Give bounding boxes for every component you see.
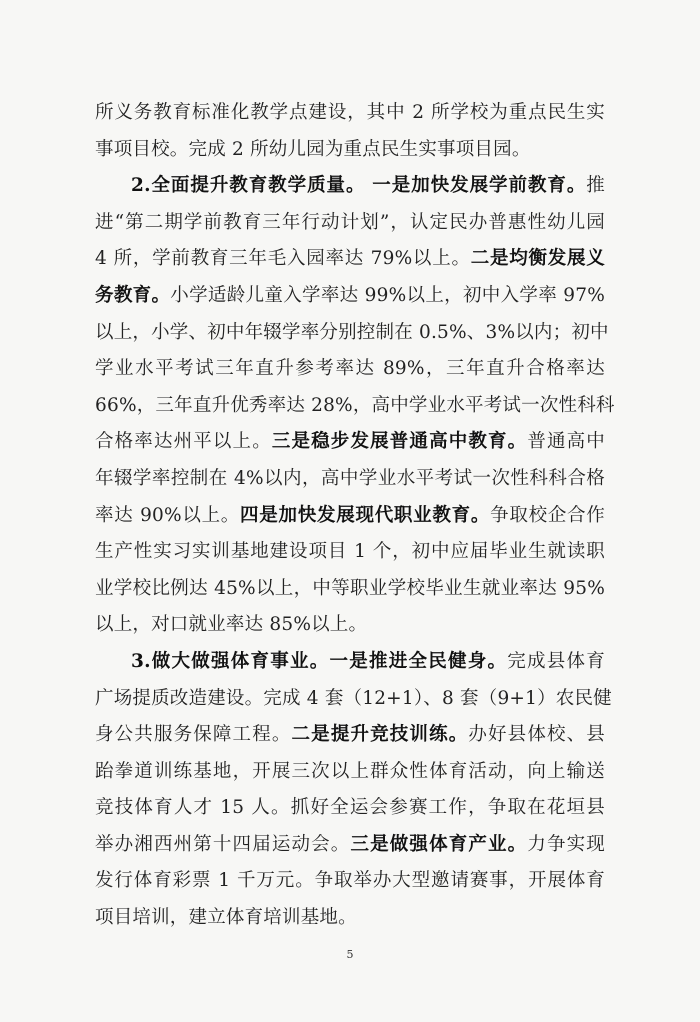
text-line [95, 571, 605, 608]
text-run: 4 所，学前教育三年毛入园率达 79%以上。 [95, 248, 471, 270]
text-run: 普通高中 [527, 431, 605, 453]
text-line [95, 351, 605, 388]
text-run: 以上，对口就业率达 85%以上。 [95, 614, 368, 636]
text-line [95, 424, 605, 461]
text-line [95, 863, 605, 900]
text-line [95, 681, 612, 718]
text-run: 所义务教育标准化教学点建设，其中 2 所学校为重点民生实 [95, 102, 605, 123]
text-run: 身公共服务保障工程。 [95, 724, 292, 746]
text-run: 学业水平考试三年直升参考率达 89%，三年直升合格率达 [95, 358, 605, 380]
text-run: 年辍学率控制在 4%以内，高中学业水平考试一次性科科合格 [95, 467, 605, 489]
text-line [95, 241, 605, 278]
text-run: 争取校企合作 [490, 504, 605, 526]
text-line [95, 278, 605, 315]
text-line [95, 754, 605, 791]
text-line [95, 607, 605, 644]
text-line [95, 717, 605, 754]
text-line [95, 388, 615, 425]
text-run: 发行体育彩票 1 千万元。争取举办大型邀请赛事，开展体育 [95, 870, 605, 892]
text-run: 办好县体校、县 [468, 724, 605, 746]
text-run: 力争实现 [527, 833, 605, 855]
text-run: 小学适龄儿童入学率达 99%以上，初中入学率 97% [170, 284, 605, 306]
text-run: 项目培训，建立体育培训基地。 [95, 907, 357, 929]
text-line [95, 205, 605, 242]
text-run: 以上，小学、初中年辍学率分别控制在 0.5%、3%以内；初中 [95, 321, 609, 343]
text-run: 率达 90%以上。 [95, 504, 241, 526]
text-line [95, 498, 605, 535]
text-run: 业学校比例达 45%以上，中等职业学校毕业生就业率达 95% [95, 577, 605, 599]
text-run: 完成县体育 [507, 650, 605, 672]
bold-text-run: 四是加快发展现代职业教育。 [240, 504, 491, 526]
bold-text-run: 2.全面提升教育教学质量。 [131, 175, 366, 197]
text-line [95, 790, 605, 827]
bold-text-run: 务教育。 [95, 284, 171, 306]
text-run: 跆拳道训练基地，开展三次以上群众性体育活动，向上输送 [95, 760, 605, 782]
bold-text-run: 一是加快发展学前教育。 [372, 175, 587, 197]
bold-text-run: 三是做强体育产业。 [350, 833, 528, 855]
body-text [95, 95, 615, 937]
text-line [95, 132, 605, 169]
page-number: 5 [346, 948, 354, 961]
text-line [95, 168, 605, 205]
text-run: 66%，三年直升优秀率达 28%，高中学业水平考试一次性科科 [95, 394, 615, 416]
bold-text-run: 3.做大做强体育事业。 [131, 650, 330, 672]
text-run: 合格率达州平以上。 [95, 431, 272, 453]
text-line [95, 461, 605, 498]
text-run: 推 [586, 175, 605, 197]
text-line [95, 900, 605, 937]
bold-text-run: 二是提升竞技训练。 [291, 724, 469, 746]
text-line [95, 644, 605, 681]
text-line [95, 95, 605, 132]
text-run: 举办湘西州第十四届运动会。 [95, 833, 351, 855]
bold-text-run: 三是稳步发展普通高中教育。 [271, 431, 528, 453]
text-run: 进“第二期学前教育三年行动计划”，认定民办普惠性幼儿园 [95, 211, 605, 233]
text-run: 竞技体育人才 15 人。抓好全运会参赛工作，争取在花垣县 [95, 797, 605, 819]
text-run: 事项目校。完成 2 所幼儿园为重点民生实事项目园。 [95, 138, 531, 160]
text-run: 广场提质改造建设。完成 4 套（12+1）、8 套（9+1）农民健 [95, 687, 612, 709]
text-run: 生产性实习实训基地建设项目 1 个，初中应届毕业生就读职 [95, 541, 605, 563]
text-line [95, 827, 605, 864]
text-line [95, 534, 605, 571]
text-line [95, 315, 609, 352]
bold-text-run: 一是推进全民健身。 [329, 650, 508, 672]
bold-text-run: 二是均衡发展义 [470, 248, 605, 270]
